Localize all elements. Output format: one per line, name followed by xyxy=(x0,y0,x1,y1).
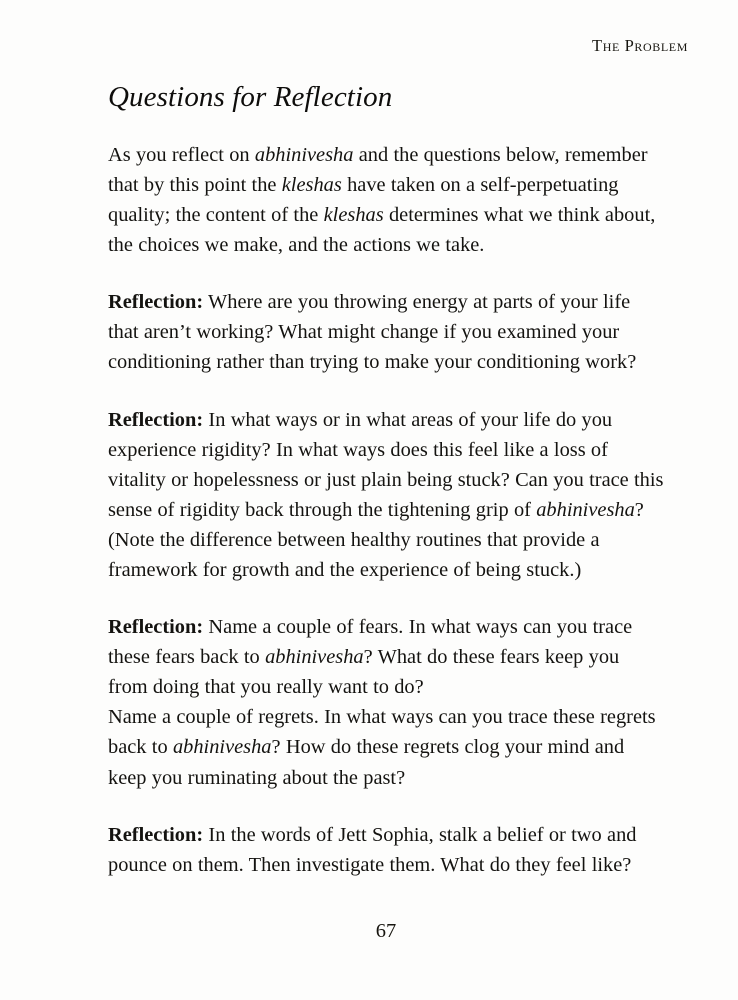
reflection-paragraph xyxy=(108,405,664,586)
page-number: 67 xyxy=(375,920,397,942)
text-run: Name a couple of fears. In what ways can you trace these fears back to xyxy=(108,616,633,669)
running-head: The Problem xyxy=(592,36,688,55)
italic-term: abhinivesha xyxy=(172,736,272,759)
reflection-paragraph xyxy=(108,820,664,880)
text-run: In the words of Jett Sophia, stalk a belief or two and pounce on them. Then investigate them. What do they feel like? xyxy=(108,823,637,876)
text-run: In what ways or in what areas of your life do you experience rigidity? In what ways does this feel like a loss of vitality or hopelessness or just plain being stuck? Can you trace this sense of rigidity back through the tightening grip of xyxy=(108,408,664,521)
italic-term: kleshas xyxy=(323,204,384,227)
reflection-paragraph xyxy=(108,287,664,377)
text-run: Name a couple of regrets. In what ways can you trace these regrets back to xyxy=(108,706,656,759)
reflection-label: Reflection: xyxy=(108,408,204,431)
intro-paragraph xyxy=(108,140,664,260)
italic-term: abhinivesha xyxy=(536,498,635,521)
text-run: As you reflect on xyxy=(108,143,255,166)
text-run: have taken on a self-perpetuating quality; the content of the xyxy=(108,173,619,227)
text-run: and the questions below, remember that by this point the xyxy=(108,143,648,196)
page-title: Questions for Reflection xyxy=(108,81,393,113)
text-run: ? What do these fears keep you from doing that you really want to do? xyxy=(108,646,620,699)
reflection-label: Reflection: xyxy=(108,291,204,314)
text-run: ? (Note the difference between healthy routines that provide a framework for growth and the experience of being stuck.) xyxy=(108,498,644,582)
text-block xyxy=(108,82,664,880)
reflection-label: Reflection: xyxy=(108,616,204,639)
reflection-list xyxy=(108,287,664,880)
text-run: ? How do these regrets clog your mind and keep you ruminating about the past? xyxy=(108,736,625,789)
italic-term: abhinivesha xyxy=(265,646,364,669)
italic-term: kleshas xyxy=(281,173,342,196)
italic-term: abhinivesha xyxy=(254,143,354,166)
reflection-label: Reflection: xyxy=(108,823,204,846)
text-run: determines what we think about, the choices we make, and the actions we take. xyxy=(108,204,656,257)
text-run: Where are you throwing energy at parts of your life that aren’t working? What might change if you examined your conditioning rather than trying to make your conditioning work? xyxy=(108,291,637,374)
reflection-paragraph xyxy=(108,612,664,793)
